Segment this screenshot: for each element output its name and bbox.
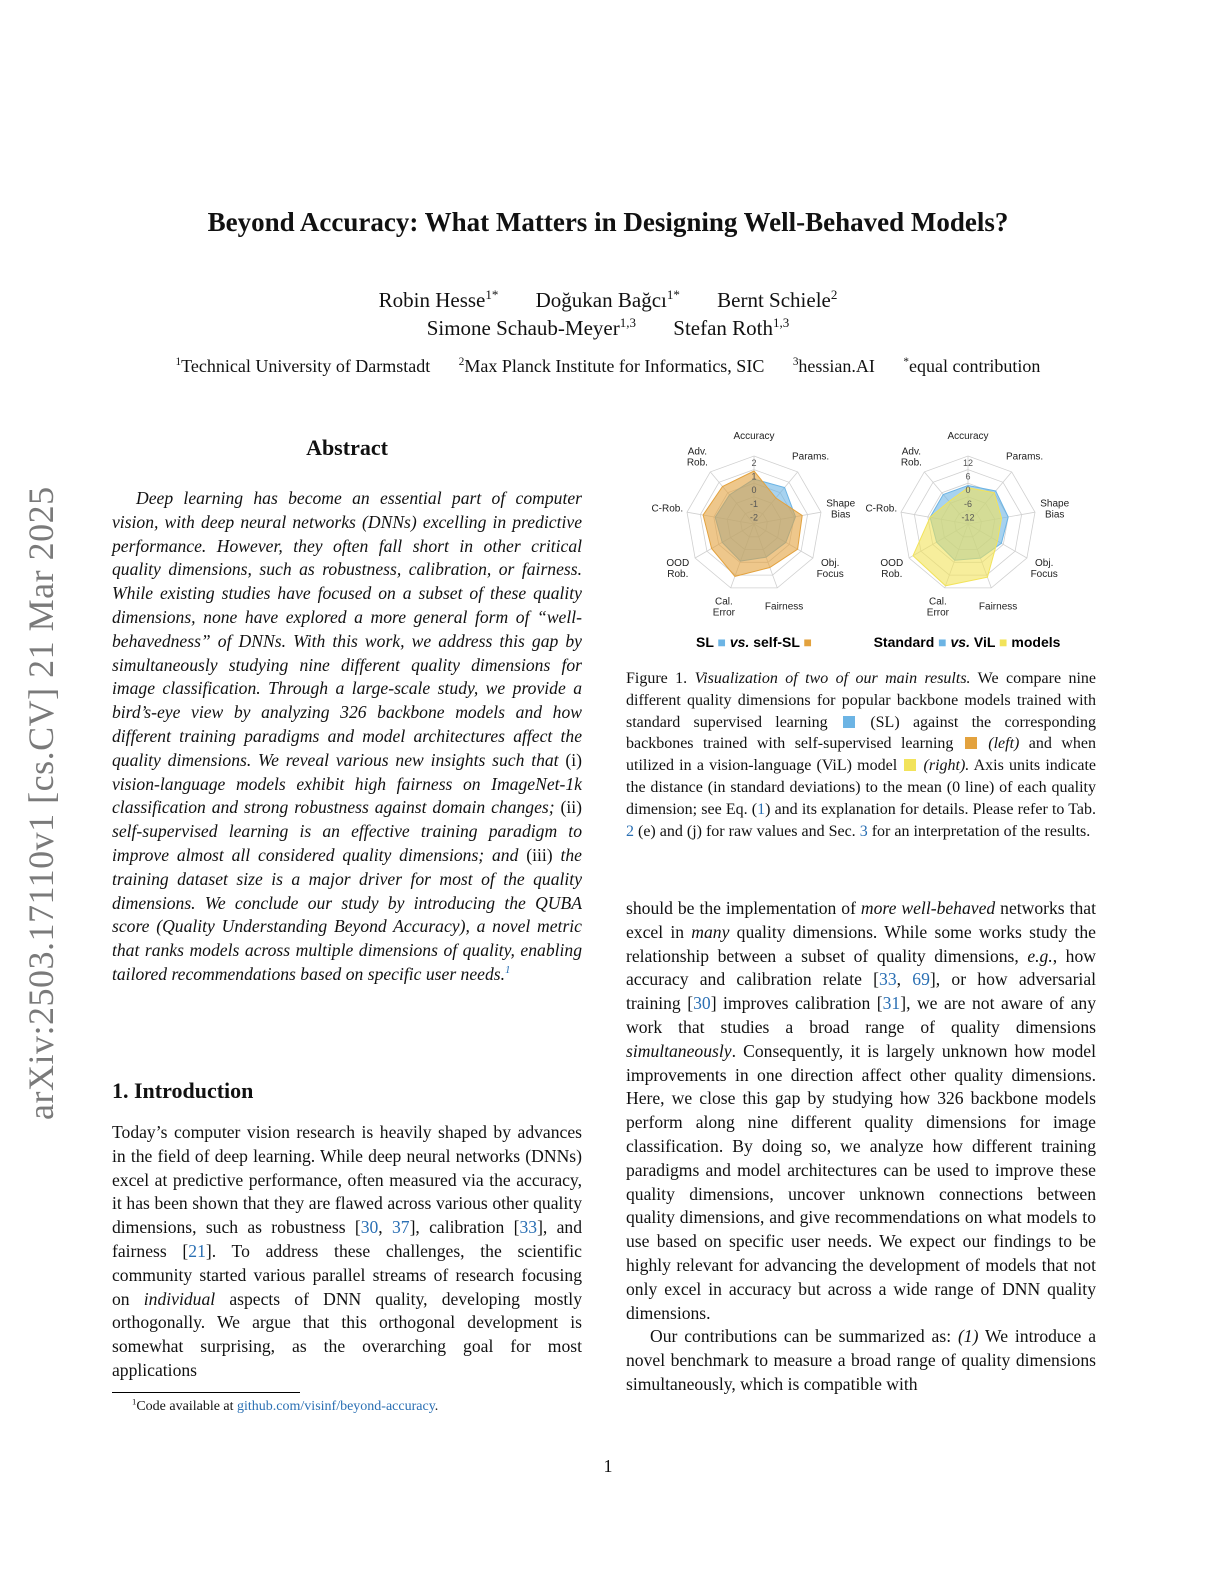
code-link[interactable]: github.com/visinf/beyond-accuracy [237,1399,435,1414]
affiliation: $^3$hessian.AI [792,356,875,376]
axis-label: Obj. Focus [816,558,844,580]
author: Stefan Roth$^{1,3}$ [673,315,790,340]
tick-label: -6 [963,498,973,509]
figure-1-radar-charts [640,432,1096,654]
legend-swatch: ■ [717,634,726,650]
axis-label: Adv. Rob. [900,446,922,469]
axis-label: OOD Rob. [666,558,690,580]
axis-label: Adv. Rob. [686,446,708,469]
citation-link[interactable]: 33 [879,969,897,990]
equation-link[interactable]: 1 [757,800,766,818]
authors-row-1 [0,288,1216,313]
vil-swatch [904,759,916,771]
arxiv-side-banner: arXiv:2503.17110v1 [cs.CV] 21 Mar 2025 [21,486,61,1120]
author: Simone Schaub-Meyer$^{1,3}$ [426,315,637,340]
citation-link[interactable]: 37 [391,1217,410,1238]
citation-link[interactable]: 33 [519,1217,538,1238]
axis-label: OOD Rob. [880,558,904,580]
tick-label: 0 [965,485,971,496]
section-link[interactable]: 3 [859,822,868,840]
tick-label: -12 [961,512,975,523]
right-column-body: should be the implementation of more well-behaved networks that excel in many quality dimensions. While some works study the relationship between a subset of quality dimensions, e.g., how accuracy and calibration relate [33, 69], or how adversarial training [30] improves calibration [31], we are not aware of any work that studies a broad range of quality dimensions simultaneously. Consequently, it is largely unknown how model improvements in one direction affect other quality dimensions. Here, we close this gap by studying how 326 backbone models perform along nine different quality dimensions for image classification. By doing so, we analyze how different training paradigms and model architectures can be used to improve these quality dimensions, uncover unknown connections between quality dimensions, and give recommendations on what models to use based on specific user needs. We expect our findings to be highly relevant for advancing the development of models that not only excel in accuracy but across a wide range of DNN quality dimensions. Our contributions can be summarized as: (1) We introduce a novel benchmark to measure a broad range of quality dimensions simultaneously, which is compatible with [626,897,1096,1397]
footnote-rule [112,1392,300,1393]
axis-label: Cal. Error [926,596,950,619]
axis-label: Params. [791,451,830,463]
citation-link[interactable]: 69 [912,969,930,990]
citation-link[interactable]: 21 [188,1240,206,1261]
axis-label: Accuracy [947,432,989,442]
contributions-paragraph: Our contributions can be summarized as: (1) We introduce a novel benchmark to measure a broad range of quality dimensions simultaneously, which is compatible with [626,1326,1096,1394]
affiliations [0,356,1216,377]
intro-heading: 1. Introduction [112,1078,254,1103]
page-number: 1 [603,1456,613,1476]
authors-row-2 [0,316,1216,341]
axis-label: Fairness [764,601,804,613]
axis-label: Shape Bias [826,498,856,521]
legend-swatch: ■ [999,634,1008,650]
author: Doğukan Bağcı$^{1*}$ [535,287,680,312]
author: Bernt Schiele$^2$ [717,287,838,312]
legend-sl-vs-self-sl: SL ■ vs. self-SL ■ [695,634,813,650]
tick-label: 2 [751,458,757,468]
axis-label: C-Rob. [865,503,898,515]
tick-label: 12 [962,458,974,468]
axis-label: Cal. Error [712,596,736,619]
footnote: $^1$Code available at github.com/visinf/beyond-accuracy. [132,1396,439,1414]
series-area-vil [913,488,1002,586]
paper-title: Beyond Accuracy: What Matters in Designing Well-Behaved Models? [207,207,1009,237]
legend-swatch: ■ [938,634,947,650]
tick-label: 0 [751,485,757,496]
tick-label: -1 [749,498,759,509]
abstract-heading: Abstract [306,435,388,460]
author: Robin Hesse$^{1*}$ [378,287,499,312]
axis-label: Obj. Focus [1030,558,1058,580]
figure-caption: Figure 1. Visualization of two of our main results. We compare nine different quality dimensions for popular backbone models trained with standard supervised learning (SL) against the corresponding backbones trained with self-supervised learning (left) and when utilized in a vision-language (ViL) model (right). Axis units indicate the distance (in standard deviations) to the mean (0 line) of each quality dimension; see Eq. (1) and its explanation for details. Please refer to Tab. 2 (e) and (j) for raw values and Sec. 3 for an interpretation of the results. [626,670,1097,840]
tick-label: 1 [751,471,757,482]
tick-label: 6 [965,471,971,482]
table-link[interactable]: 2 [626,822,634,840]
sl-swatch [843,716,855,728]
affiliation: $^1$Technical University of Darmstadt [175,356,431,376]
axis-label: C-Rob. [651,503,684,515]
intro-body: Today’s computer vision research is heavily shaped by advances in the field of deep learning. While deep neural networks (DNNs) excel at predictive performance, often measured via the accuracy, it has been shown that they are flawed across various other quality dimensions, such as robustness [30, 37], calibration [33], and fairness [21]. To address these challenges, the scientific community started various parallel streams of research focusing on individual aspects of DNN quality, developing mostly orthogonally. We argue that this orthogonal development is somewhat surprising, as the overarching goal for most applications [112,1122,582,1380]
citation-link[interactable]: 30 [693,993,711,1014]
affiliation: *equal contribution [903,356,1041,376]
axis-label: Shape Bias [1040,498,1070,521]
radar-chart-standard-vs-vil [865,432,1069,619]
radar-chart-sl-vs-self-sl [651,432,855,619]
axis-label: Params. [1005,451,1044,463]
affiliation: $^2$Max Planck Institute for Informatics, SIC [458,356,765,376]
citation-link[interactable]: 31 [882,993,901,1014]
abstract-body: Deep learning has become an essential part of computer vision, with deep neural networks (DNNs) excelling in predictive performance. However, they often fall short in other critical quality dimensions, such as robustness, calibration, or fairness. While existing studies have focused on a subset of these quality dimensions, none have explored a more general form of “well-behavedness” of DNNs. With this work, we address this gap by simultaneously studying nine different quality dimensions for image classification. Through a large-scale study, we provide a bird’s-eye view by analyzing 326 backbone models and how different training paradigms and model architectures affect the quality dimensions. We reveal various new insights such that (i) vision-language models exhibit high fairness on ImageNet-1k classification and strong robustness against domain changes; (ii) self-supervised learning is an effective training paradigm to improve almost all considered quality dimensions; and (iii) the training dataset size is a major driver for most of the quality dimensions. We conclude our study by introducing the QUBA score (Quality Understanding Beyond Accuracy), a novel metric that ranks models across multiple dimensions of quality, enabling tailored recommendations based on specific user needs.$^1$ [112,488,582,984]
legend-swatch: ■ [803,634,813,650]
legend-standard-vs-vil: Standard ■ vs. ViL ■ models [873,634,1061,650]
self-sl-swatch [965,737,977,749]
axis-label: Fairness [978,601,1018,613]
citation-link[interactable]: 30 [360,1217,379,1238]
footnote-ref[interactable]: 1 [505,964,511,977]
axis-label: Accuracy [733,432,775,442]
tick-label: -2 [749,512,759,523]
